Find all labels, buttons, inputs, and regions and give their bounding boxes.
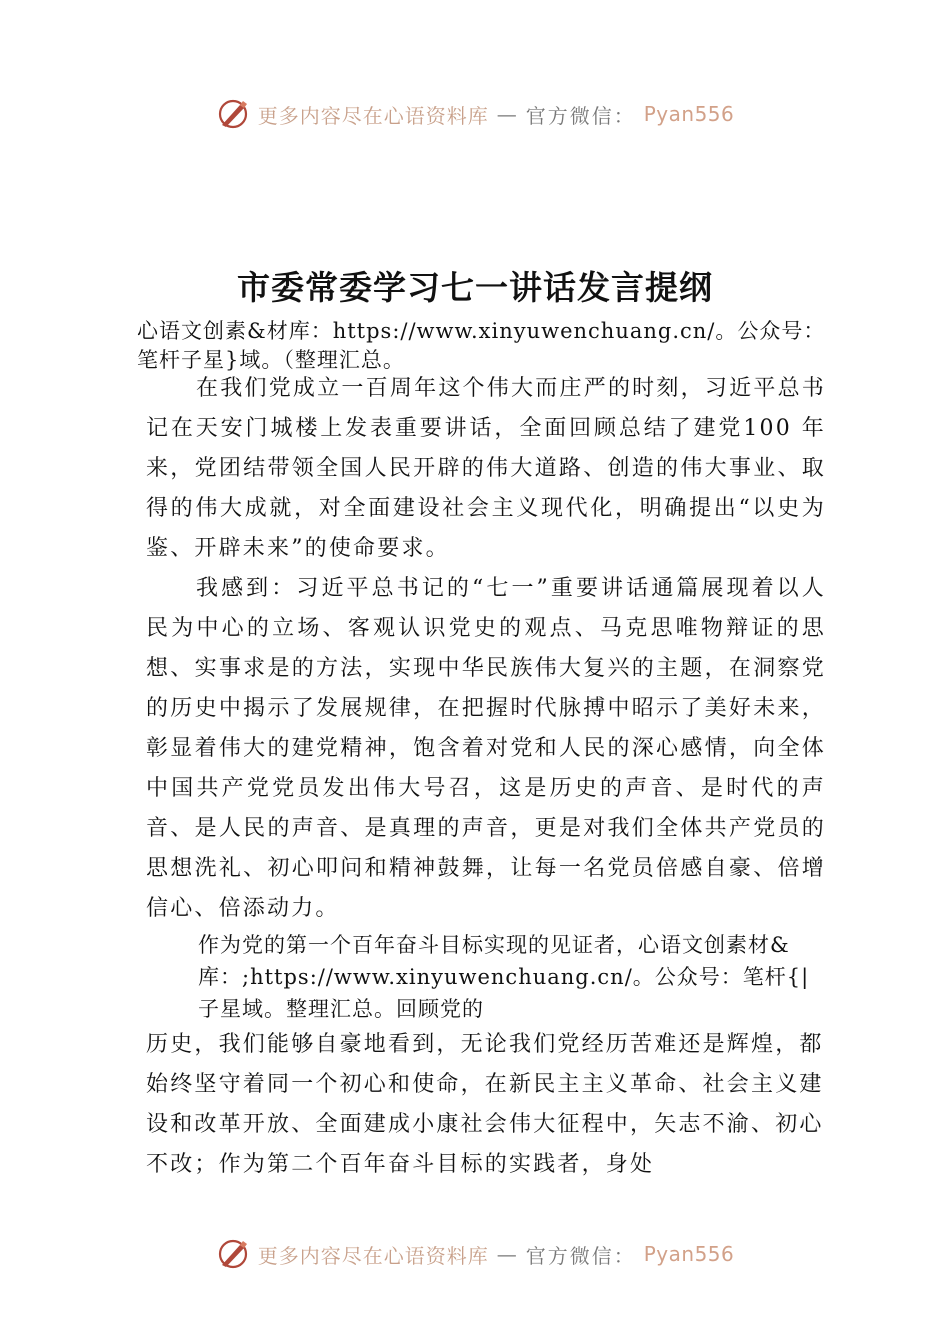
- pen-logo-icon: [216, 1237, 250, 1271]
- header-banner: [0, 94, 950, 134]
- paragraph-2: 我感到：习近平总书记的“七一”重要讲话通篇展现着以人民为中心的立场、客观认识党史的观点、马克思唯物辩证的思想、实事求是的方法，实现中华民族伟大复兴的主题，在洞察党的历史中揭示了发展规律，在把握时代脉搏中昭示了美好未来，彰显着伟大的建党精神，饱含着对党和人民的深心感情，向全体中国共产党党员发出伟大号召，这是历史的声音、是时代的声音、是人民的声音、是真理的声音，更是对我们全体共产党员的思想洗礼、初心叩问和精神鼓舞，让每一名党员倍感自豪、倍增信心、倍添动力。: [146, 576, 826, 921]
- banner-text: 更多内容尽在心语资料库: [257, 1243, 489, 1268]
- banner-separator: —: [496, 102, 518, 126]
- banner-text: 更多内容尽在心语资料库: [257, 103, 489, 128]
- paragraph-1: 在我们党成立一百周年这个伟大而庄严的时刻，习近平总书记在天安门城楼上发表重要讲话，全面回顾总结了建党100 年来，党团结带领全国人民开辟的伟大道路、创造的伟大事业、取得的伟大成就，对全面建设社会主义现代化，明确提出“以史为鉴、开辟未来”的使命要求。: [146, 376, 826, 561]
- document-title: 市委常委学习七一讲话发言提纲: [237, 268, 713, 307]
- banner-wechat-label: 官方微信：: [525, 1243, 636, 1268]
- banner-wechat-id: Pyan556: [643, 1242, 735, 1266]
- paragraph-3-continuation: 历史，我们能够自豪地看到，无论我们党经历苦难还是辉煌，都始终坚守着同一个初心和使命，在新民主主义革命、社会主义建设和改革开放、全面建成小康社会伟大征程中，矢志不渝、初心不改；作为第二个百年奋斗目标的实践者，身处: [146, 1032, 824, 1177]
- source-note: 心语文创素&材库：https://www.xinyuwenchuang.cn/。公众号：笔杆子星}域。（整理汇总。: [137, 319, 826, 372]
- inline-source-note: 作为党的第一个百年奋斗目标实现的见证者，心语文创素材&库：;https://www.xinyuwenchuang.cn/。公众号：笔杆{|子星域。整理汇总。回顾党的: [198, 933, 810, 1021]
- banner-wechat-id: Pyan556: [643, 102, 735, 126]
- footer-banner: [0, 1234, 950, 1274]
- document-body: [146, 369, 826, 1185]
- banner-wechat-label: 官方微信：: [525, 103, 636, 128]
- banner-separator: —: [496, 1242, 518, 1266]
- pen-logo-icon: [216, 97, 250, 131]
